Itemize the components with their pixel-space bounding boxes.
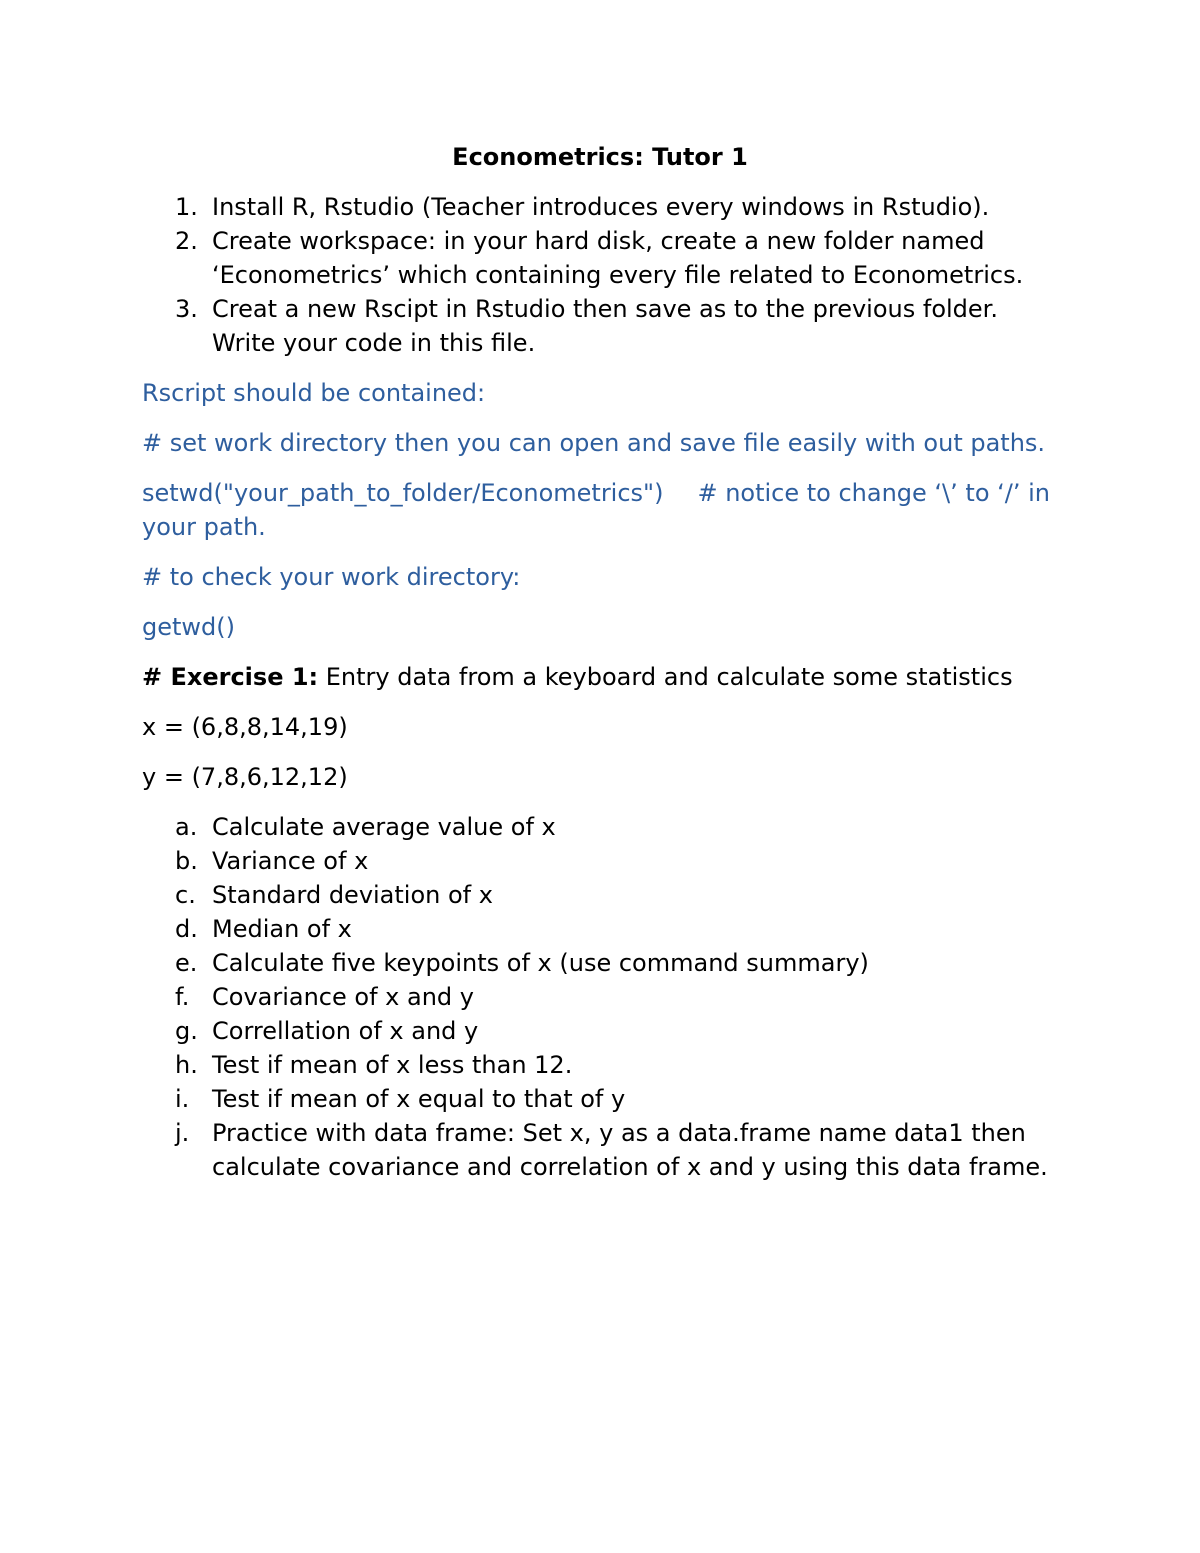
list-letter: h.: [175, 1051, 198, 1079]
list-letter: f.: [175, 983, 190, 1011]
list-letter: c.: [175, 881, 196, 909]
setwd-line: [142, 476, 1062, 544]
exercise-text: Entry data from a keyboard and calculate some statistics: [318, 663, 1013, 691]
list-text: Variance of x: [212, 847, 369, 875]
list-item: [142, 224, 1062, 292]
list-text: Test if mean of x equal to that of y: [212, 1085, 626, 1113]
exercise-label: # Exercise 1:: [142, 663, 319, 691]
setwd-comment: # set work directory then you can open and save file easily with out paths.: [142, 429, 1046, 457]
list-letter: e.: [175, 949, 198, 977]
list-item: [142, 946, 1062, 980]
list-text: Creat a new Rscipt in Rstudio then save as to the previous folder. Write your code in this file.: [212, 295, 998, 357]
list-text: Calculate five keypoints of x (use command summary): [212, 949, 869, 977]
list-letter: b.: [175, 847, 198, 875]
exercise-heading: [142, 660, 1062, 694]
list-letter: g.: [175, 1017, 198, 1045]
getwd-comment: # to check your work directory:: [142, 563, 521, 591]
list-text: Correllation of x and y: [212, 1017, 479, 1045]
list-number: 3.: [175, 295, 198, 323]
list-text: Practice with data frame: Set x, y as a data.frame name data1 then calculate covariance and correlation of x and y using this data frame.: [212, 1119, 1048, 1181]
list-item: [142, 980, 1062, 1014]
list-item: [142, 878, 1062, 912]
tasks-list: [142, 810, 1062, 1184]
list-item: [142, 1082, 1062, 1116]
list-number: 2.: [175, 227, 198, 255]
list-letter: a.: [175, 813, 198, 841]
list-item: [142, 810, 1062, 844]
list-item: [142, 1048, 1062, 1082]
list-number: 1.: [175, 193, 198, 221]
list-text: Calculate average value of x: [212, 813, 556, 841]
x-definition: x = (6,8,8,14,19): [142, 713, 348, 741]
setwd-note: # notice to change ‘\’ to ‘/’ in your path.: [142, 479, 1050, 541]
list-text: Install R, Rstudio (Teacher introduces every windows in Rstudio).: [212, 193, 990, 221]
list-text: Median of x: [212, 915, 352, 943]
list-text: Covariance of x and y: [212, 983, 474, 1011]
list-item: [142, 912, 1062, 946]
getwd-code: getwd(): [142, 613, 235, 641]
document-body: [142, 140, 1062, 1184]
setup-steps-list: [142, 190, 1062, 360]
y-definition: y = (7,8,6,12,12): [142, 763, 348, 791]
rscript-heading: Rscript should be contained:: [142, 379, 486, 407]
list-item: [142, 1116, 1062, 1184]
list-item: [142, 844, 1062, 878]
document-title: Econometrics: Tutor 1: [452, 143, 748, 171]
list-text: Create workspace: in your hard disk, create a new folder named ‘Econometrics’ which containing every file related to Econometrics.: [212, 227, 1024, 289]
list-item: [142, 292, 1062, 360]
list-letter: j.: [175, 1119, 190, 1147]
list-item: [142, 1014, 1062, 1048]
list-item: [142, 190, 1062, 224]
list-letter: d.: [175, 915, 198, 943]
list-text: Standard deviation of x: [212, 881, 493, 909]
setwd-code: setwd("your_path_to_folder/Econometrics"): [142, 479, 664, 507]
list-text: Test if mean of x less than 12.: [212, 1051, 573, 1079]
list-letter: i.: [175, 1085, 190, 1113]
